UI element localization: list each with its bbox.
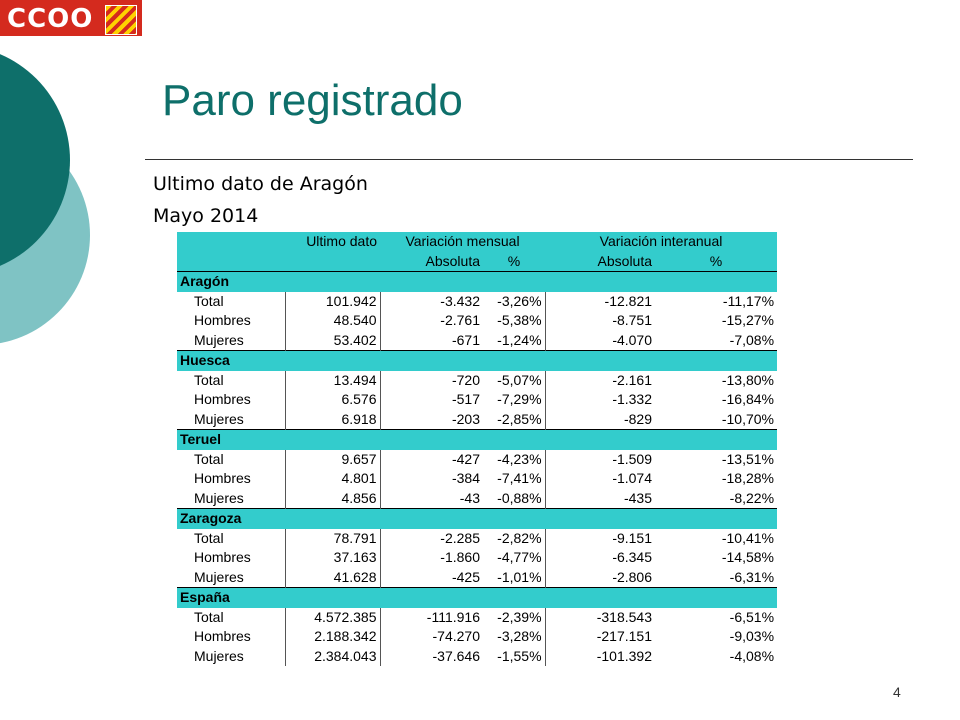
title-divider bbox=[145, 159, 913, 160]
cell-mensual-pct: -2,39% bbox=[497, 608, 542, 625]
cell-interanual-absoluta: -101.392 bbox=[545, 647, 655, 667]
header-row-1 bbox=[177, 232, 777, 252]
cell-interanual-pct: -6,51% bbox=[729, 608, 775, 625]
cell-mensual-absoluta: -720 bbox=[380, 371, 483, 391]
cell-ultimo-dato: 48.540 bbox=[285, 311, 380, 331]
cell-interanual-absoluta: -217.151 bbox=[545, 627, 655, 647]
cell-mensual-pct: -3,26% bbox=[497, 292, 542, 309]
row-label: Total bbox=[194, 371, 224, 388]
subtitle-region: Ultimo dato de Aragón bbox=[153, 173, 368, 195]
cell-mensual-absoluta: -2.285 bbox=[380, 529, 483, 549]
cell-interanual-absoluta: -829 bbox=[545, 410, 655, 430]
cell-mensual-pct: -3,28% bbox=[497, 628, 542, 645]
row-label: Mujeres bbox=[194, 489, 244, 506]
cell-mensual-pct: -1,24% bbox=[497, 331, 542, 348]
cell-interanual-pct: -8,22% bbox=[729, 489, 775, 506]
table-row bbox=[177, 292, 777, 312]
header-interanual-absoluta: Absoluta bbox=[545, 252, 655, 272]
cell-interanual-pct: -10,70% bbox=[721, 410, 775, 427]
table-row bbox=[177, 608, 777, 628]
cell-mensual-absoluta: -671 bbox=[380, 331, 483, 351]
cell-mensual-pct: -1,01% bbox=[497, 568, 542, 585]
table-row bbox=[177, 390, 777, 410]
cell-mensual-pct: -5,38% bbox=[497, 312, 542, 329]
table-row bbox=[177, 548, 777, 568]
header-interanual-pct: % bbox=[655, 252, 777, 272]
header-row-2 bbox=[177, 252, 777, 272]
group-row bbox=[177, 430, 777, 450]
row-label: Hombres bbox=[194, 549, 251, 566]
row-label: Total bbox=[194, 292, 224, 309]
aragon-flag-icon bbox=[105, 5, 137, 35]
cell-mensual-pct: -0,88% bbox=[497, 489, 542, 506]
cell-interanual-pct: -9,03% bbox=[729, 628, 775, 645]
row-label: Total bbox=[194, 450, 224, 467]
cell-ultimo-dato: 9.657 bbox=[285, 450, 380, 470]
page-title: Paro registrado bbox=[162, 76, 463, 125]
cell-interanual-absoluta: -8.751 bbox=[545, 311, 655, 331]
table-row bbox=[177, 311, 777, 331]
cell-interanual-pct: -18,28% bbox=[721, 470, 775, 487]
group-name: Aragón bbox=[177, 272, 777, 292]
cell-interanual-pct: -13,51% bbox=[721, 450, 775, 467]
row-label: Mujeres bbox=[194, 568, 244, 585]
cell-interanual-absoluta: -9.151 bbox=[545, 529, 655, 549]
cell-interanual-pct: -4,08% bbox=[729, 647, 775, 664]
cell-interanual-absoluta: -1.509 bbox=[545, 450, 655, 470]
cell-mensual-pct: -2,82% bbox=[497, 529, 542, 546]
cell-ultimo-dato: 4.856 bbox=[285, 489, 380, 509]
group-name: España bbox=[177, 588, 777, 608]
table-row bbox=[177, 469, 777, 489]
cell-ultimo-dato: 6.918 bbox=[285, 410, 380, 430]
cell-interanual-pct: -11,17% bbox=[722, 292, 775, 309]
cell-interanual-absoluta: -435 bbox=[545, 489, 655, 509]
group-name: Teruel bbox=[177, 430, 777, 450]
row-label: Total bbox=[194, 529, 224, 546]
group-row bbox=[177, 588, 777, 608]
cell-interanual-pct: -10,41% bbox=[721, 529, 775, 546]
cell-interanual-pct: -7,08% bbox=[729, 331, 775, 348]
cell-mensual-pct: -5,07% bbox=[497, 371, 542, 388]
cell-ultimo-dato: 41.628 bbox=[285, 568, 380, 588]
cell-interanual-pct: -16,84% bbox=[721, 391, 775, 408]
table-row bbox=[177, 489, 777, 509]
subtitle-period: Mayo 2014 bbox=[153, 205, 259, 227]
cell-interanual-absoluta: -12.821 bbox=[545, 292, 655, 312]
table-row bbox=[177, 410, 777, 430]
cell-mensual-absoluta: -425 bbox=[380, 568, 483, 588]
row-label: Mujeres bbox=[194, 647, 244, 664]
cell-ultimo-dato: 37.163 bbox=[285, 548, 380, 568]
header-mensual-pct: % bbox=[483, 252, 545, 272]
unemployment-table bbox=[177, 232, 777, 666]
cell-interanual-absoluta: -1.074 bbox=[545, 469, 655, 489]
header-empty bbox=[177, 252, 285, 272]
cell-ultimo-dato: 4.572.385 bbox=[285, 608, 380, 628]
header-ultimo-dato: Ultimo dato bbox=[285, 232, 380, 252]
table-row bbox=[177, 529, 777, 549]
cell-mensual-absoluta: -3.432 bbox=[380, 292, 483, 312]
cell-interanual-absoluta: -318.543 bbox=[545, 608, 655, 628]
row-label: Total bbox=[194, 608, 224, 625]
cell-mensual-absoluta: -517 bbox=[380, 390, 483, 410]
group-name: Zaragoza bbox=[177, 509, 777, 529]
cell-interanual-pct: -14,58% bbox=[721, 549, 775, 566]
group-row bbox=[177, 509, 777, 529]
header-mensual-absoluta: Absoluta bbox=[380, 252, 483, 272]
cell-interanual-absoluta: -2.806 bbox=[545, 568, 655, 588]
row-label: Mujeres bbox=[194, 331, 244, 348]
row-label: Hombres bbox=[194, 470, 251, 487]
cell-ultimo-dato: 2.188.342 bbox=[285, 627, 380, 647]
cell-mensual-absoluta: -37.646 bbox=[380, 647, 483, 667]
header-empty bbox=[177, 232, 285, 252]
cell-mensual-absoluta: -43 bbox=[380, 489, 483, 509]
cell-ultimo-dato: 4.801 bbox=[285, 469, 380, 489]
header-variacion-mensual: Variación mensual bbox=[380, 232, 545, 252]
table-row bbox=[177, 568, 777, 588]
table-row bbox=[177, 647, 777, 667]
cell-ultimo-dato: 78.791 bbox=[285, 529, 380, 549]
cell-ultimo-dato: 13.494 bbox=[285, 371, 380, 391]
cell-interanual-absoluta: -4.070 bbox=[545, 331, 655, 351]
row-label: Hombres bbox=[194, 391, 251, 408]
group-row bbox=[177, 351, 777, 371]
row-label: Mujeres bbox=[194, 410, 244, 427]
group-row bbox=[177, 272, 777, 292]
cell-mensual-pct: -2,85% bbox=[497, 410, 542, 427]
cell-mensual-pct: -4,23% bbox=[497, 450, 542, 467]
cell-mensual-pct: -4,77% bbox=[497, 549, 542, 566]
row-label: Hombres bbox=[194, 312, 251, 329]
table-row bbox=[177, 331, 777, 351]
cell-mensual-absoluta: -427 bbox=[380, 450, 483, 470]
table-row bbox=[177, 627, 777, 647]
cell-mensual-pct: -7,41% bbox=[497, 470, 542, 487]
cell-interanual-absoluta: -2.161 bbox=[545, 371, 655, 391]
logo-text: CCOO bbox=[7, 4, 94, 34]
page-number: 4 bbox=[893, 684, 901, 700]
table-row bbox=[177, 371, 777, 391]
cell-ultimo-dato: 6.576 bbox=[285, 390, 380, 410]
cell-interanual-absoluta: -6.345 bbox=[545, 548, 655, 568]
cell-mensual-absoluta: -203 bbox=[380, 410, 483, 430]
cell-mensual-absoluta: -111.916 bbox=[380, 608, 483, 628]
cell-interanual-absoluta: -1.332 bbox=[545, 390, 655, 410]
decorative-circles bbox=[0, 30, 100, 430]
cell-mensual-absoluta: -1.860 bbox=[380, 548, 483, 568]
cell-ultimo-dato: 101.942 bbox=[285, 292, 380, 312]
cell-mensual-absoluta: -384 bbox=[380, 469, 483, 489]
cell-interanual-pct: -15,27% bbox=[721, 312, 775, 329]
table-row bbox=[177, 450, 777, 470]
cell-mensual-pct: -1,55% bbox=[497, 647, 542, 664]
row-label: Hombres bbox=[194, 628, 251, 645]
cell-ultimo-dato: 53.402 bbox=[285, 331, 380, 351]
cell-interanual-pct: -13,80% bbox=[721, 371, 775, 388]
cell-interanual-pct: -6,31% bbox=[729, 568, 775, 585]
group-name: Huesca bbox=[177, 351, 777, 371]
header-variacion-interanual: Variación interanual bbox=[545, 232, 777, 252]
cell-ultimo-dato: 2.384.043 bbox=[285, 647, 380, 667]
header-empty bbox=[285, 252, 380, 272]
cell-mensual-absoluta: -74.270 bbox=[380, 627, 483, 647]
cell-mensual-pct: -7,29% bbox=[497, 391, 542, 408]
cell-mensual-absoluta: -2.761 bbox=[380, 311, 483, 331]
